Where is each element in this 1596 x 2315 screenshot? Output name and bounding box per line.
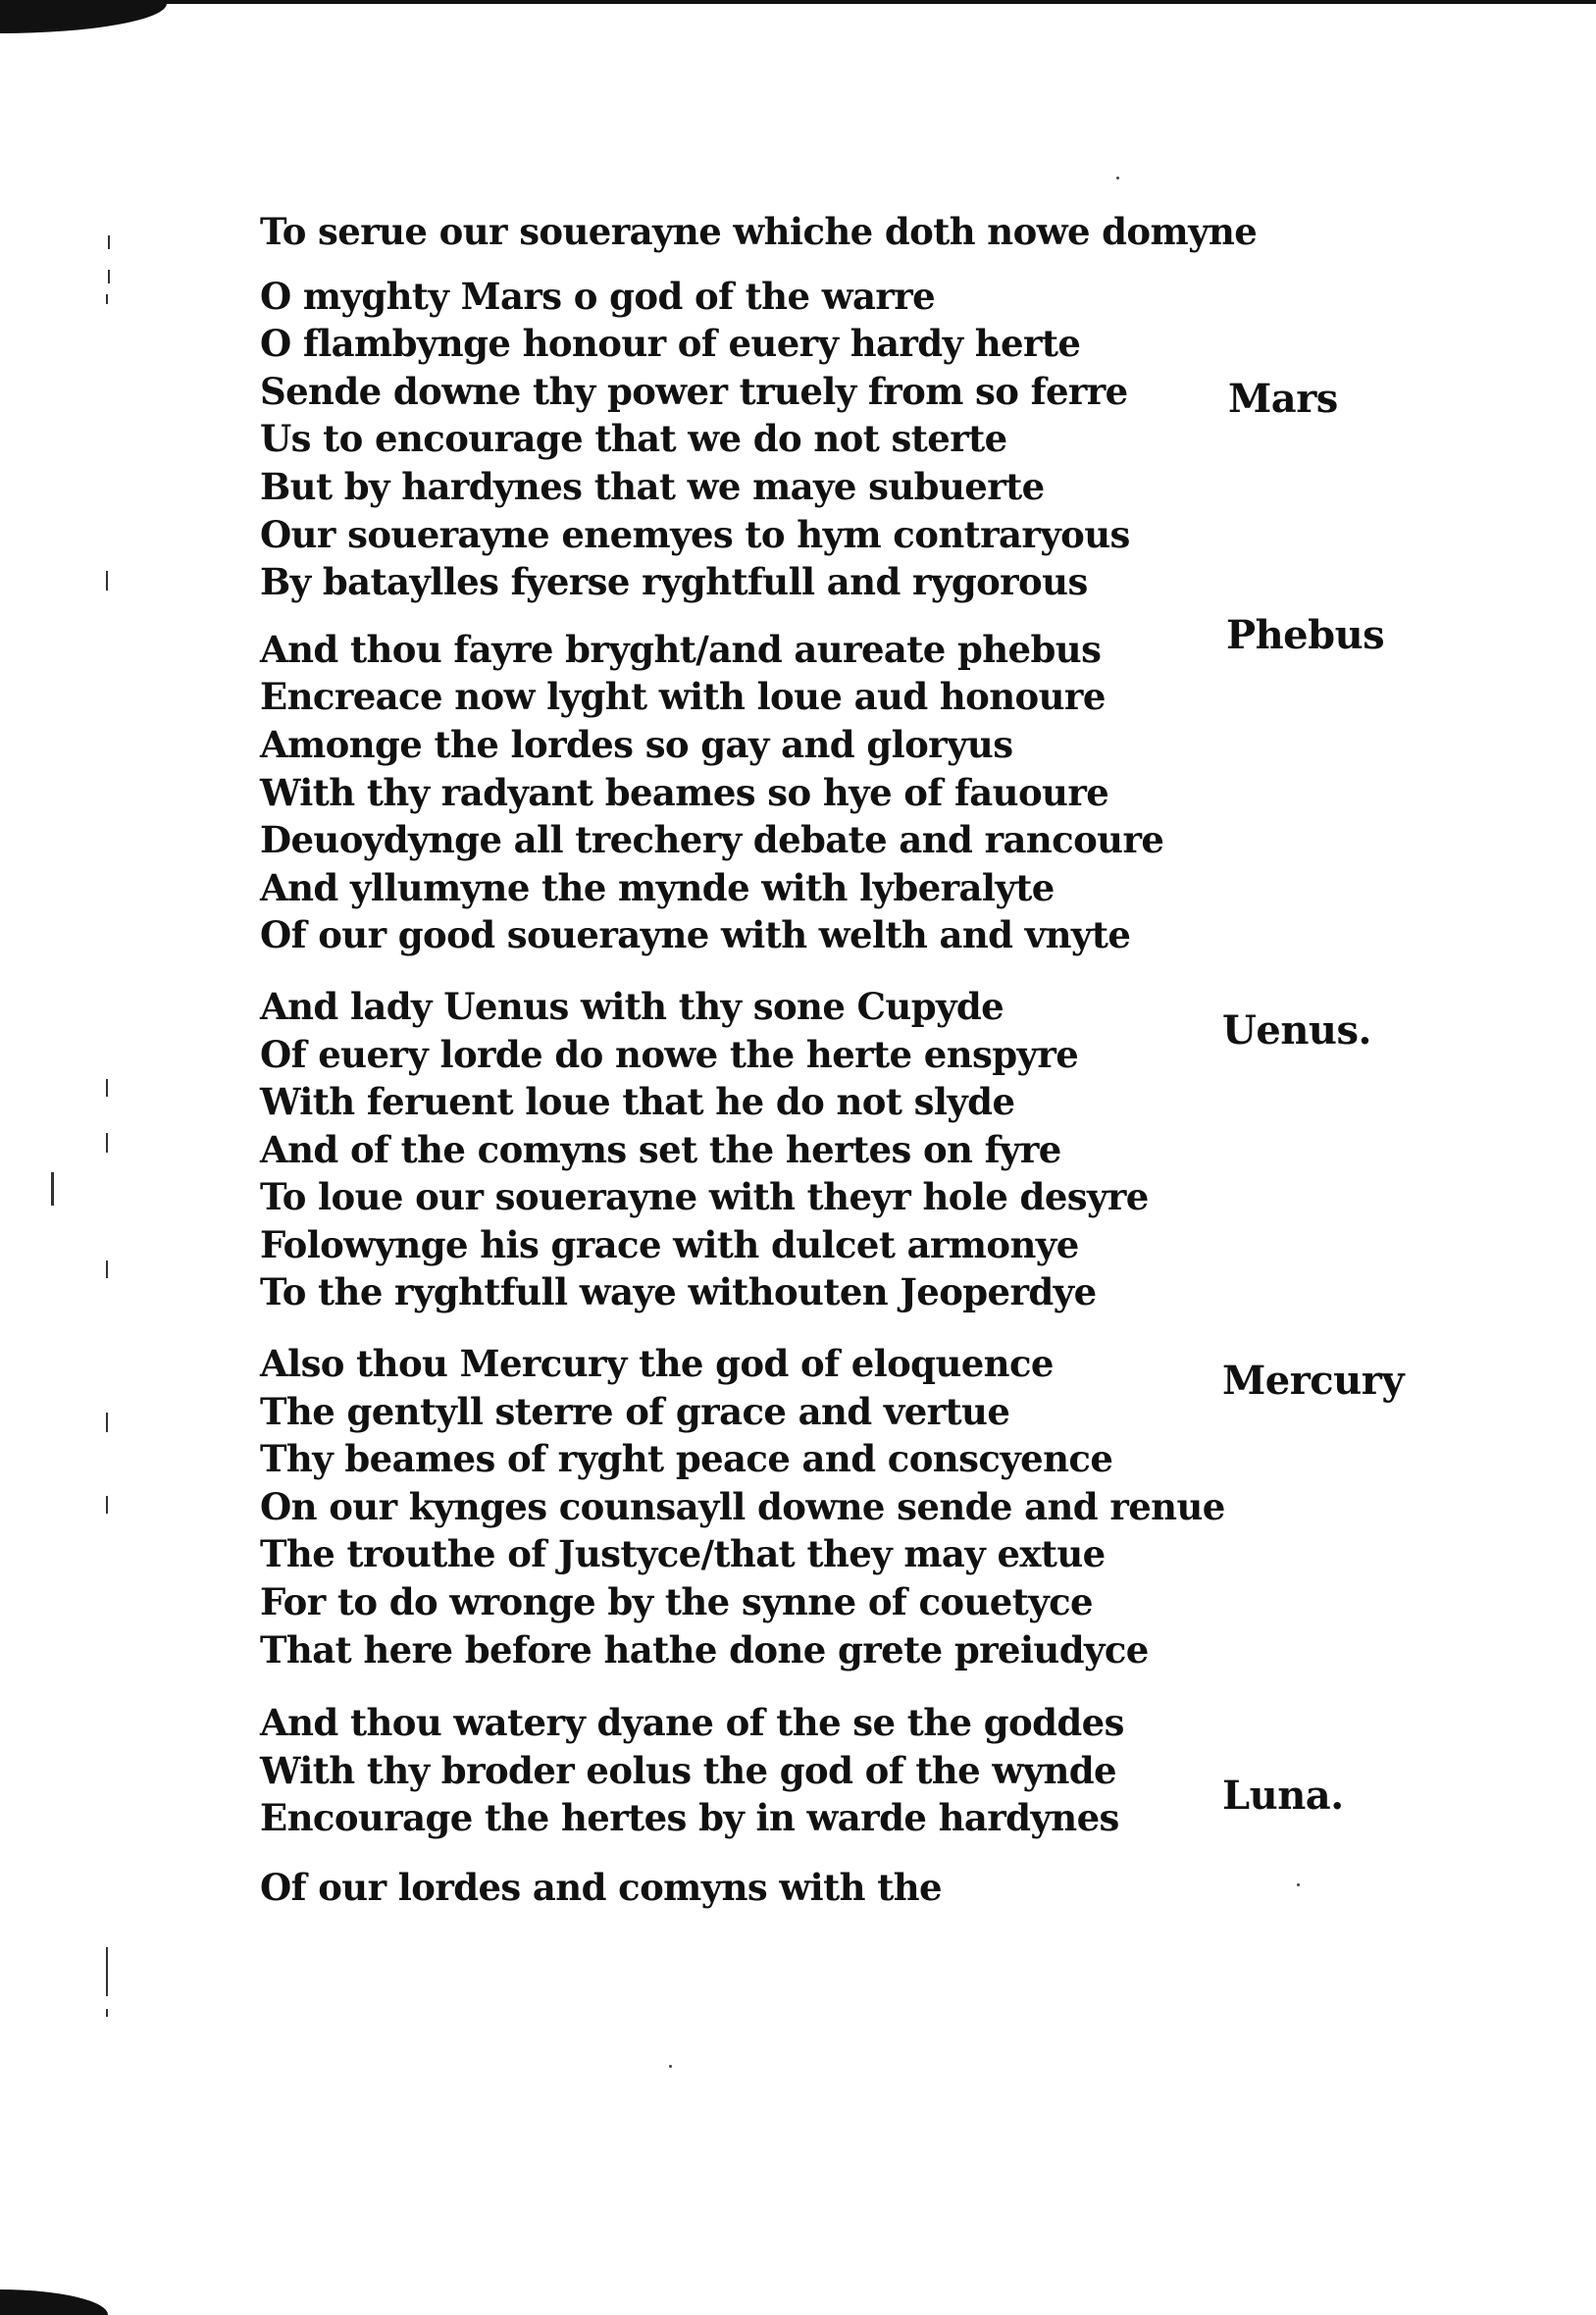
poem-line: On our kynges counsayll downe sende and renue	[260, 1484, 1225, 1528]
poem-line: And lady Uenus with thy sone Cupyde	[260, 984, 1004, 1028]
gutter-mark	[106, 1496, 108, 1514]
poem-line: Encourage the hertes by in warde hardynes	[260, 1796, 1119, 1840]
gutter-mark	[106, 294, 108, 304]
stanza-mars	[260, 273, 1202, 606]
poem-line: By bataylles fyerse ryghtfull and rygorous	[260, 560, 1088, 604]
gutter-mark	[106, 1947, 108, 1996]
stanza-luna	[260, 1699, 1202, 1909]
stanza-mercury	[260, 1340, 1225, 1673]
ink-blot-top-left	[0, 0, 167, 33]
ink-speck	[669, 2065, 672, 2068]
ink-speck	[1116, 177, 1119, 180]
ink-blot-bottom-left	[0, 2289, 108, 2315]
poem-line: With thy broder eolus the god of the wynde	[260, 1748, 1116, 1792]
margin-note-mercury: Mercury	[1222, 1358, 1405, 1404]
poem-line: And thou watery dyane of the se the goddes	[260, 1701, 1124, 1745]
poem-line: The gentyll sterre of grace and vertue	[260, 1389, 1010, 1433]
poem-line: To loue our souerayne with theyr hole desyre	[260, 1175, 1149, 1219]
gutter-mark	[106, 2009, 108, 2017]
stanza-opening	[260, 208, 1258, 256]
gutter-mark	[108, 270, 110, 283]
gutter-mark	[106, 1079, 108, 1097]
poem-line: For to do wronge by the synne of couetyce	[260, 1580, 1094, 1624]
poem-line: The trouthe of Justyce/that they may extue	[260, 1532, 1106, 1576]
margin-note-phebus: Phebus	[1226, 612, 1385, 658]
gutter-mark	[106, 1413, 108, 1432]
poem-line: Also thou Mercury the god of eloquence	[260, 1342, 1054, 1386]
page-top-edge	[0, 0, 1596, 4]
poem-line: And of the comyns set the hertes on fyre	[260, 1127, 1061, 1171]
margin-note-mars: Mars	[1228, 376, 1338, 422]
poem-line: And yllumyne the mynde with lyberalyte	[260, 865, 1055, 909]
poem-line: With thy radyant beames so hye of fauoure	[260, 770, 1109, 814]
margin-note-venus: Uenus.	[1222, 1007, 1371, 1054]
gutter-mark	[51, 1172, 54, 1206]
poem-line: O flambynge honour of euery hardy herte	[260, 322, 1081, 366]
cut-off-poem-line: Of our lordes and comyns with the	[260, 1866, 942, 1909]
poem-line: Our souerayne enemyes to hym contraryous	[260, 512, 1130, 556]
poem-line: Us to encourage that we do not sterte	[260, 417, 1007, 461]
poem-line: O myghty Mars o god of the warre	[260, 274, 936, 318]
poem-text-block	[260, 208, 1258, 1909]
poem-line: Encreace now lyght with loue aud honoure	[260, 675, 1106, 719]
stanza-phebus	[260, 626, 1202, 959]
poem-line: With feruent loue that he do not slyde	[260, 1080, 1015, 1124]
poem-line: But by hardynes that we maye subuerte	[260, 464, 1045, 508]
gutter-mark	[106, 571, 108, 591]
margin-note-luna: Luna.	[1222, 1773, 1344, 1819]
poem-line: That here before hathe done grete preiudyce	[260, 1627, 1149, 1672]
gutter-mark	[106, 1133, 108, 1153]
poem-line: Sende downe thy power truely from so ferre	[260, 369, 1128, 413]
cut-off-line-container	[260, 1842, 1202, 1909]
poem-line: Amonge the lordes so gay and gloryus	[260, 722, 1013, 766]
poem-line: And thou fayre bryght/and aureate phebus	[260, 627, 1102, 671]
gutter-mark	[108, 235, 110, 249]
poem-line: To the ryghtfull waye withouten Jeoperdye	[260, 1270, 1097, 1314]
ink-speck	[1297, 1883, 1300, 1886]
poem-line: Thy beames of ryght peace and conscyence	[260, 1437, 1113, 1481]
gutter-mark	[106, 1260, 108, 1278]
poem-line: Of euery lorde do nowe the herte enspyre	[260, 1032, 1079, 1076]
stanza-venus	[260, 983, 1202, 1316]
poem-line: To serue our souerayne whiche doth nowe domyne	[260, 210, 1258, 253]
poem-line: Folowynge his grace with dulcet armonye	[260, 1222, 1079, 1266]
poem-line: Deuoydynge all trechery debate and rancoure	[260, 818, 1164, 862]
poem-line: Of our good souerayne with welth and vnyte	[260, 913, 1131, 957]
